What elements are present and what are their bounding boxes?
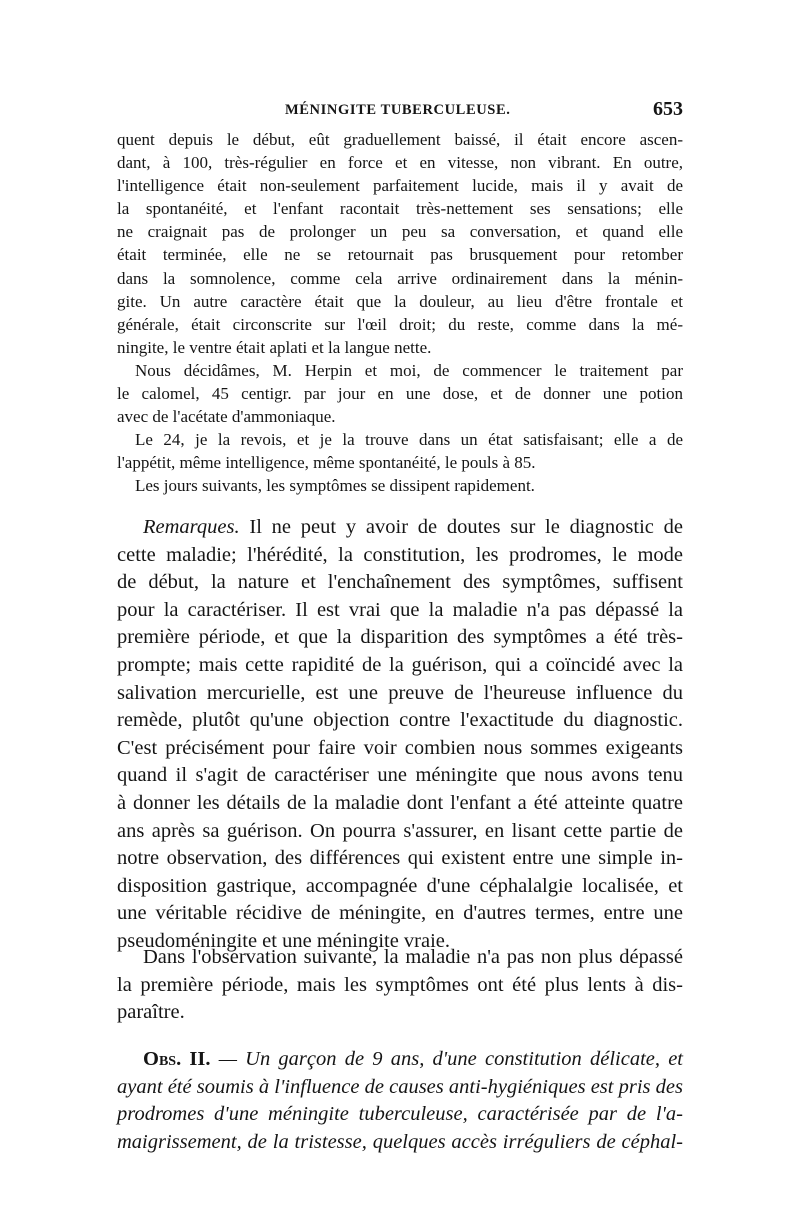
text-line: Dans l'observation suivante, la maladie n'a pas non plus dépassé (143, 946, 683, 968)
text-line: maigrissement, de la tristesse, quelques accès irréguliers de céphal- (117, 1130, 683, 1153)
text-line: ningite, le ventre était aplati et la langue nette. (117, 337, 432, 357)
text-line: quand il s'agit de caractériser une méningite que nous avons tenu (117, 764, 683, 787)
text-line: disposition gastrique, accompagnée d'une céphalalgie localisée, et (117, 874, 683, 897)
text-line: première période, et que la disparition des symptômes a été très- (117, 626, 683, 649)
text-line (117, 1046, 683, 1074)
remarks-heading: Remarques. (143, 516, 240, 538)
text-line: ans après sa guérison. On pourra s'assurer, en lisant cette partie de (117, 819, 683, 842)
running-header (117, 98, 683, 122)
text-line: remède, plutôt qu'une objection contre l'exactitude du diagnostic. (117, 709, 683, 732)
observation-paragraph (117, 1046, 683, 1156)
text-line: l'intelligence était non-seulement parfaitement lucide, mais il y avait de (117, 176, 683, 196)
text-line: pseudoméningite et une méningite vraie. (117, 929, 451, 952)
remarks-line: Il ne peut y avoir de doutes sur le diagnostic de (239, 516, 683, 538)
text-line: la première période, mais les symptômes ont été plus lents à dis- (117, 973, 683, 996)
observation-line: — Un garçon de 9 ans, d'une constitution délicate, et (210, 1048, 684, 1070)
text-line: Nous décidâmes, M. Herpin et moi, de commencer le traitement par (135, 360, 683, 380)
text-line: salivation mercurielle, est une preuve de l'heureuse influence du (117, 681, 683, 704)
text-line: Les jours suivants, les symptômes se dissipent rapidement. (135, 476, 535, 496)
text-line: dant, à 100, très-régulier en force et en vitesse, non vibrant. En outre, (117, 153, 683, 173)
text-line: paraître. (117, 1001, 185, 1024)
text-line: la spontanéité, et l'enfant racontait très-nettement ses sensations; elle (117, 199, 683, 219)
text-line: notre observation, des différences qui existent entre une simple in- (117, 847, 683, 870)
text-line: quent depuis le début, eût graduellement baissé, il était encore ascen- (117, 130, 683, 149)
text-line: gite. Un autre caractère était que la douleur, au lieu d'être frontale et (117, 291, 683, 311)
text-line: l'appétit, même intelligence, même spontanéité, le pouls à 85. (117, 453, 536, 473)
text-line: cette maladie; l'hérédité, la constitution, les prodromes, le mode (117, 543, 683, 566)
text-line: avec de l'acétate d'ammoniaque. (117, 407, 336, 427)
page-number: 653 (653, 98, 683, 120)
text-line: C'est précisément pour faire voir combien nous sommes exigeants (117, 736, 683, 759)
case-notes-paragraph (117, 128, 683, 498)
text-line: dans la somnolence, comme cela arrive ordinairement dans la ménin- (117, 268, 683, 288)
text-line: à donner les détails de la maladie dont l'enfant a été atteinte quatre (117, 791, 683, 814)
running-title: MÉNINGITE TUBERCULEUSE. (285, 102, 511, 118)
text-line: prompte; mais cette rapidité de la guérison, qui a coïncidé avec la (117, 653, 683, 676)
text-line: le calomel, 45 centigr. par jour en une dose, et de donner une potion (117, 384, 683, 404)
text-line: générale, était circonscrite sur l'œil droit; du reste, comme dans la mé- (117, 314, 683, 334)
text-line (117, 514, 683, 542)
text-line: prodromes d'une méningite tuberculeuse, caractérisée par de l'a- (117, 1103, 683, 1126)
text-line: était terminée, elle ne se retournait pas brusquement pour retomber (117, 245, 683, 265)
book-page (117, 0, 683, 1215)
transition-paragraph (117, 944, 683, 1027)
text-line: une véritable récidive de méningite, en d'autres termes, entre une (117, 902, 683, 925)
text-line: de début, la nature et l'enchaînement des symptômes, suffisent (117, 571, 683, 594)
text-line: ne craignait pas de prolonger un peu sa conversation, et quand elle (117, 222, 683, 242)
text-line: ayant été soumis à l'influence de causes anti-hygiéniques est pris des (117, 1075, 683, 1098)
text-line: pour la caractériser. Il est vrai que la maladie n'a pas dépassé la (117, 598, 683, 621)
remarks-paragraph (117, 514, 683, 956)
observation-label: Obs. II. (143, 1048, 211, 1070)
text-line: Le 24, je la revois, et je la trouve dans un état satisfaisant; elle a de (135, 430, 683, 450)
